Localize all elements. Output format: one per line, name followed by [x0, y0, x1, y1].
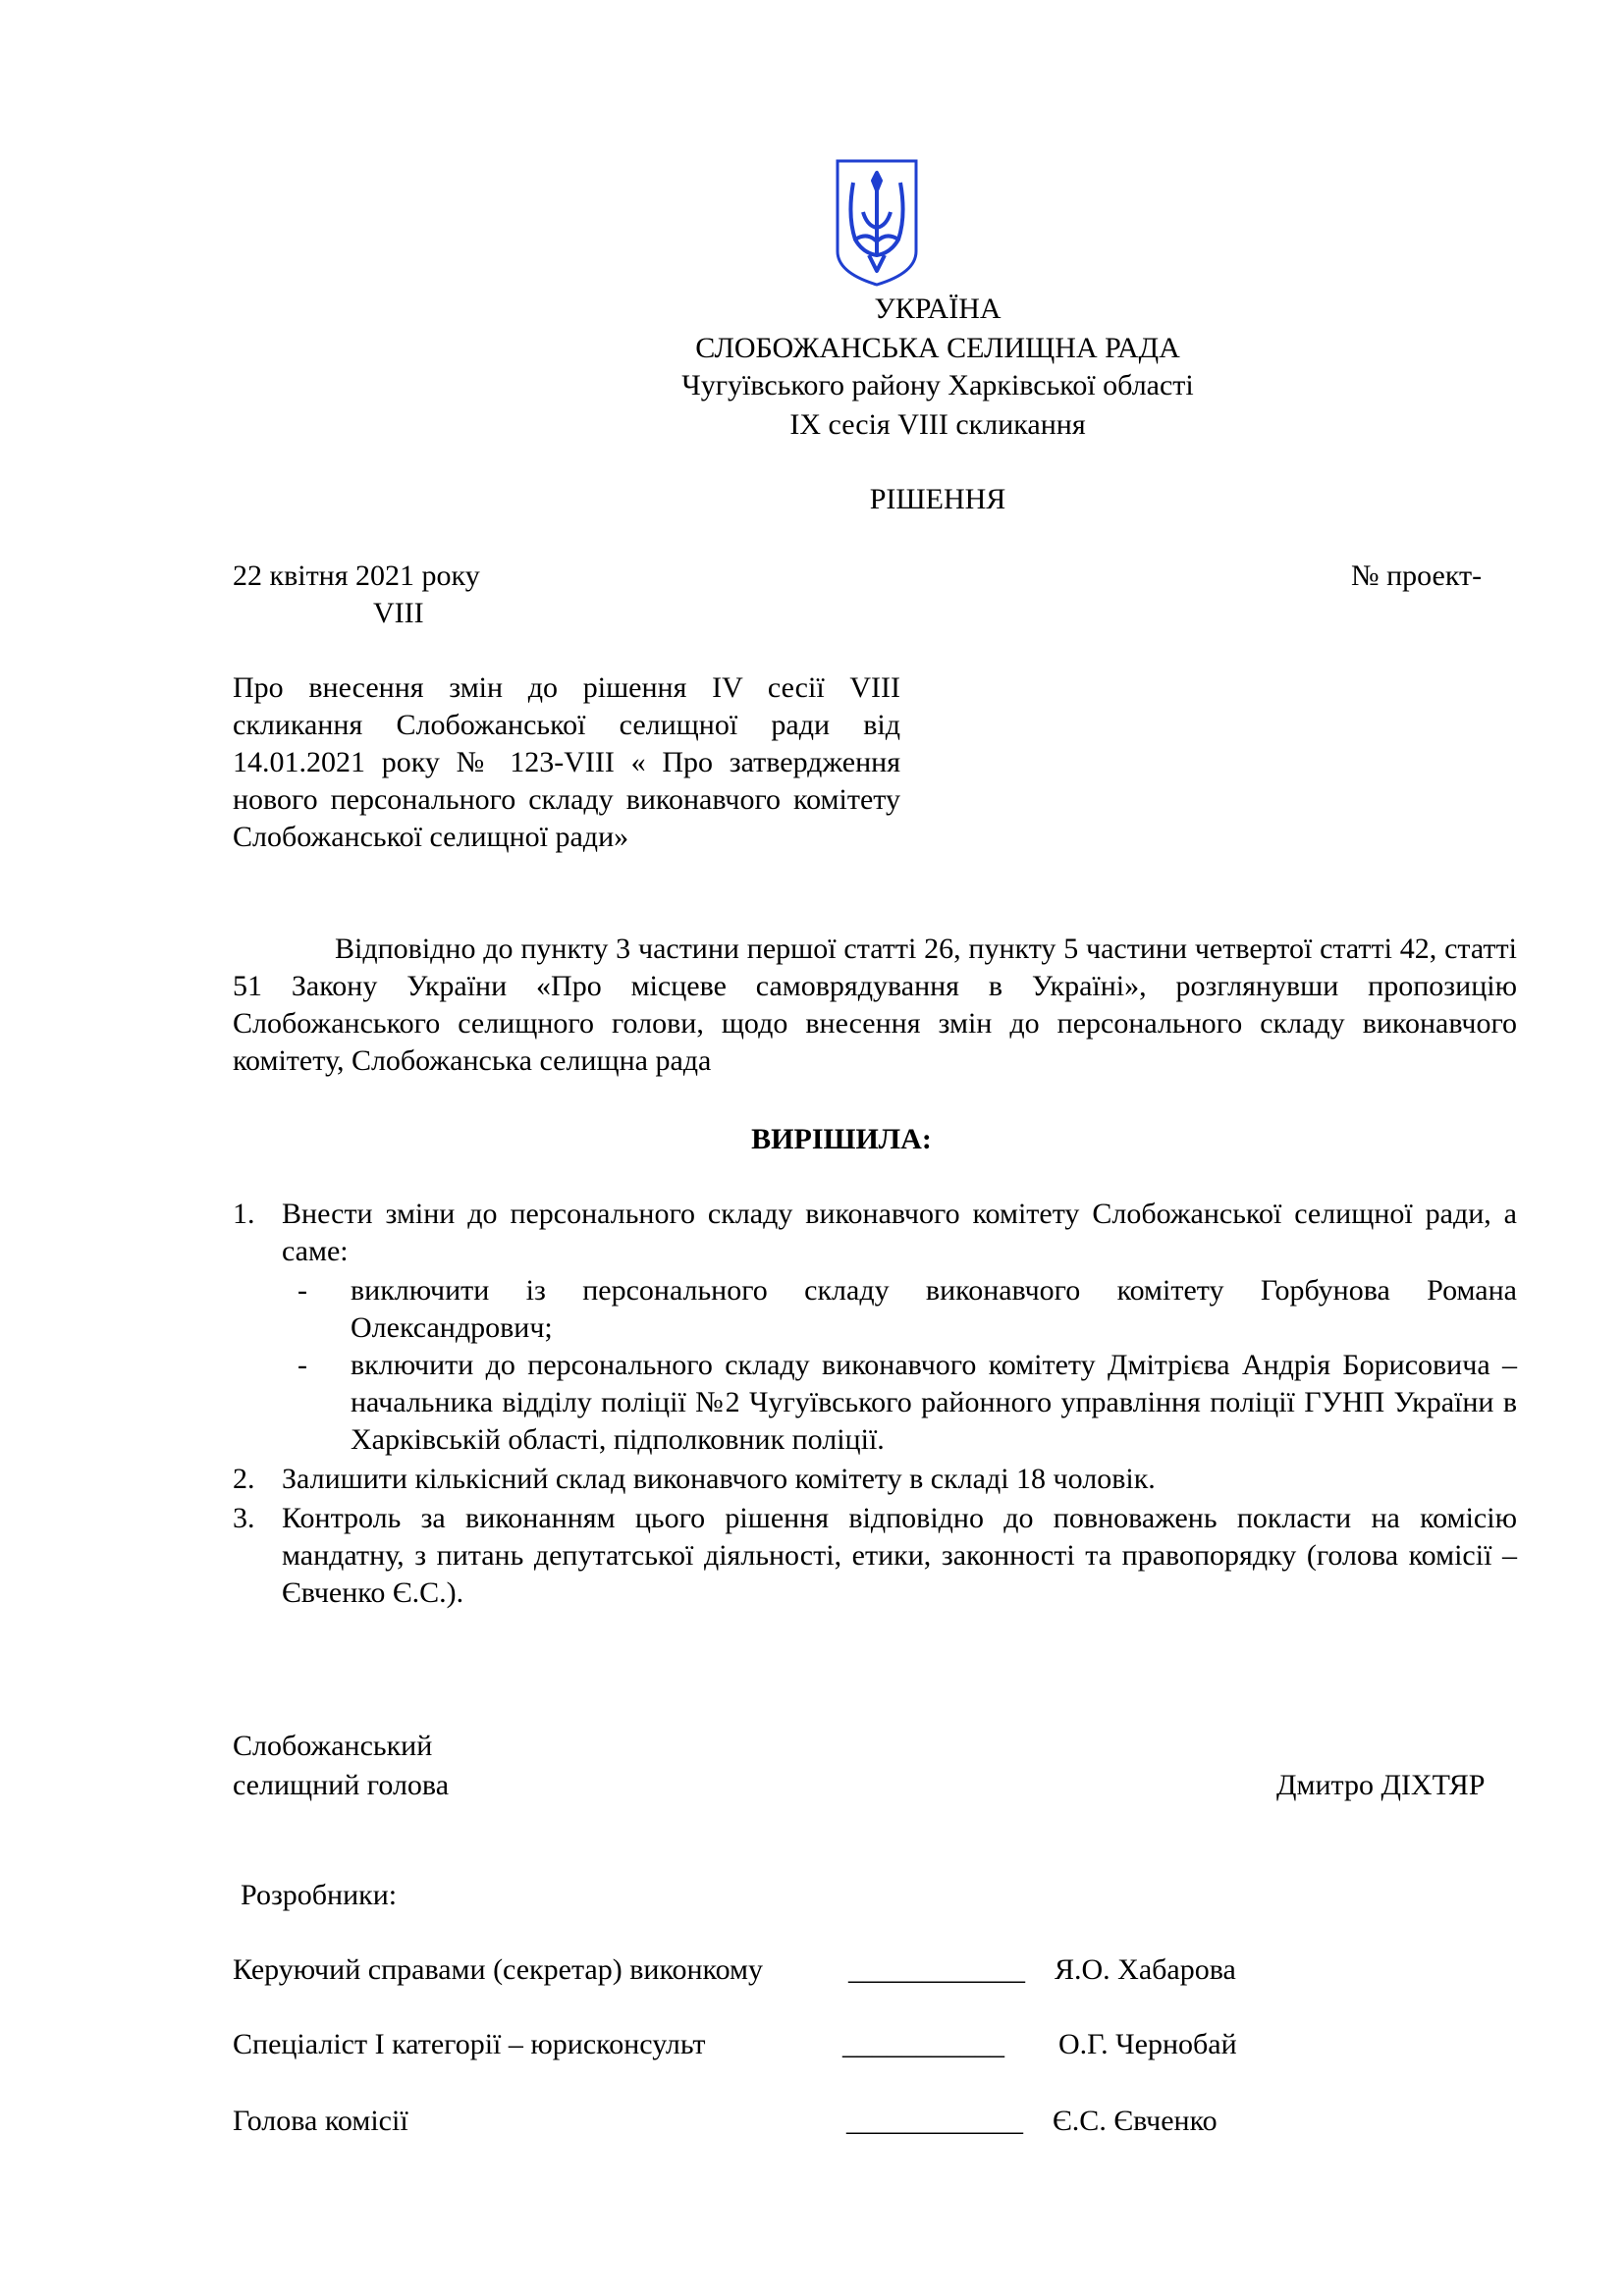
signatory-name: Дмитро ДІХТЯР	[1276, 1769, 1486, 1801]
developer-signature-line: ____________	[846, 2105, 1023, 2137]
developer-role: Голова комісії	[233, 2105, 408, 2137]
developer-role: Керуючий справами (секретар) виконкому	[233, 1953, 764, 1986]
resolved-heading: ВИРІШИЛА:	[751, 1123, 932, 1155]
list-item	[233, 1500, 1517, 1612]
list-item	[233, 1196, 1517, 1270]
developer-name: О.Г. Чернобай	[1058, 2028, 1237, 2060]
list-item	[233, 1461, 1517, 1498]
developer-name: Є.С. Євченко	[1053, 2105, 1218, 2137]
trident-icon	[834, 157, 920, 289]
developer-role: Спеціаліст І категорії – юрисконсульт	[233, 2028, 706, 2060]
preamble-paragraph: Відповідно до пункту 3 частини першої статті 26, пункту 5 частини четвертої статті 42, статті 51 Закону України «Про місцеве самоврядування в Україні», розглянувши пропозицію Слобожанського селищного голови, щодо внесення змін до персонального складу виконавчого комітету, Слобожанська селищна рада	[233, 933, 1517, 1077]
list-item-number: 3.	[233, 1502, 255, 1534]
document-subject: Про внесення змін до рішення IV сесії VIII скликання Слобожанської селищної ради від 14.01.2021 року № 123-VIII « Про затвердження нового персонального складу виконавчого комітету Слобожанської селищної ради»	[233, 671, 900, 853]
document-date: 22 квітня 2021 року	[233, 560, 480, 592]
signatory-title-line2: селищний голова	[233, 1769, 450, 1801]
list-item-text: Внести зміни до персонального складу виконавчого комітету Слобожанської селищної ради, а саме:	[282, 1198, 1517, 1267]
list-item-text: Залишити кількісний склад виконавчого комітету в складі 18 чоловік.	[282, 1463, 1156, 1495]
sub-item-text: виключити із персонального складу виконавчого комітету Горбунова Романа Олександрович;	[351, 1274, 1517, 1344]
header-council: СЛОБОЖАНСЬКА СЕЛИЩНА РАДА	[695, 332, 1180, 364]
document-type-title: РІШЕННЯ	[869, 483, 1006, 515]
header-session: IX сесія VIII скликання	[789, 408, 1086, 441]
developers-heading: Розробники:	[241, 1879, 398, 1911]
developer-signature-line: ____________	[848, 1953, 1025, 1986]
sub-list-item	[233, 1347, 1517, 1459]
sub-item-dash: -	[298, 1349, 307, 1381]
document-number-label: № проект-	[1351, 560, 1483, 592]
header-country: УКРАЇНА	[874, 293, 1001, 325]
list-item-text: Контроль за виконанням цього рішення відповідно до повноважень покласти на комісію мандатну, з питань депутатської діяльності, етики, законності та правопорядку (голова комісії – Євченко Є.С.).	[282, 1502, 1517, 1609]
list-item-number: 1.	[233, 1198, 255, 1230]
coat-of-arms-emblem	[834, 157, 920, 289]
developer-signature-line: ___________	[842, 2028, 1004, 2060]
developer-name: Я.О. Хабарова	[1055, 1953, 1236, 1986]
list-item-number: 2.	[233, 1463, 255, 1495]
sub-list-item	[233, 1272, 1517, 1347]
document-number-suffix: VIII	[373, 597, 424, 629]
signatory-title-line1: Слобожанський	[233, 1730, 433, 1762]
sub-item-text: включити до персонального складу виконавчого комітету Дмітрієва Андрія Борисовича – начальника відділу поліції №2 Чугуївського районного управління поліції ГУНП України в Харківській області, підполковник поліції.	[351, 1349, 1517, 1456]
sub-item-dash: -	[298, 1274, 307, 1307]
header-district: Чугуївського району Харківської області	[681, 369, 1194, 401]
